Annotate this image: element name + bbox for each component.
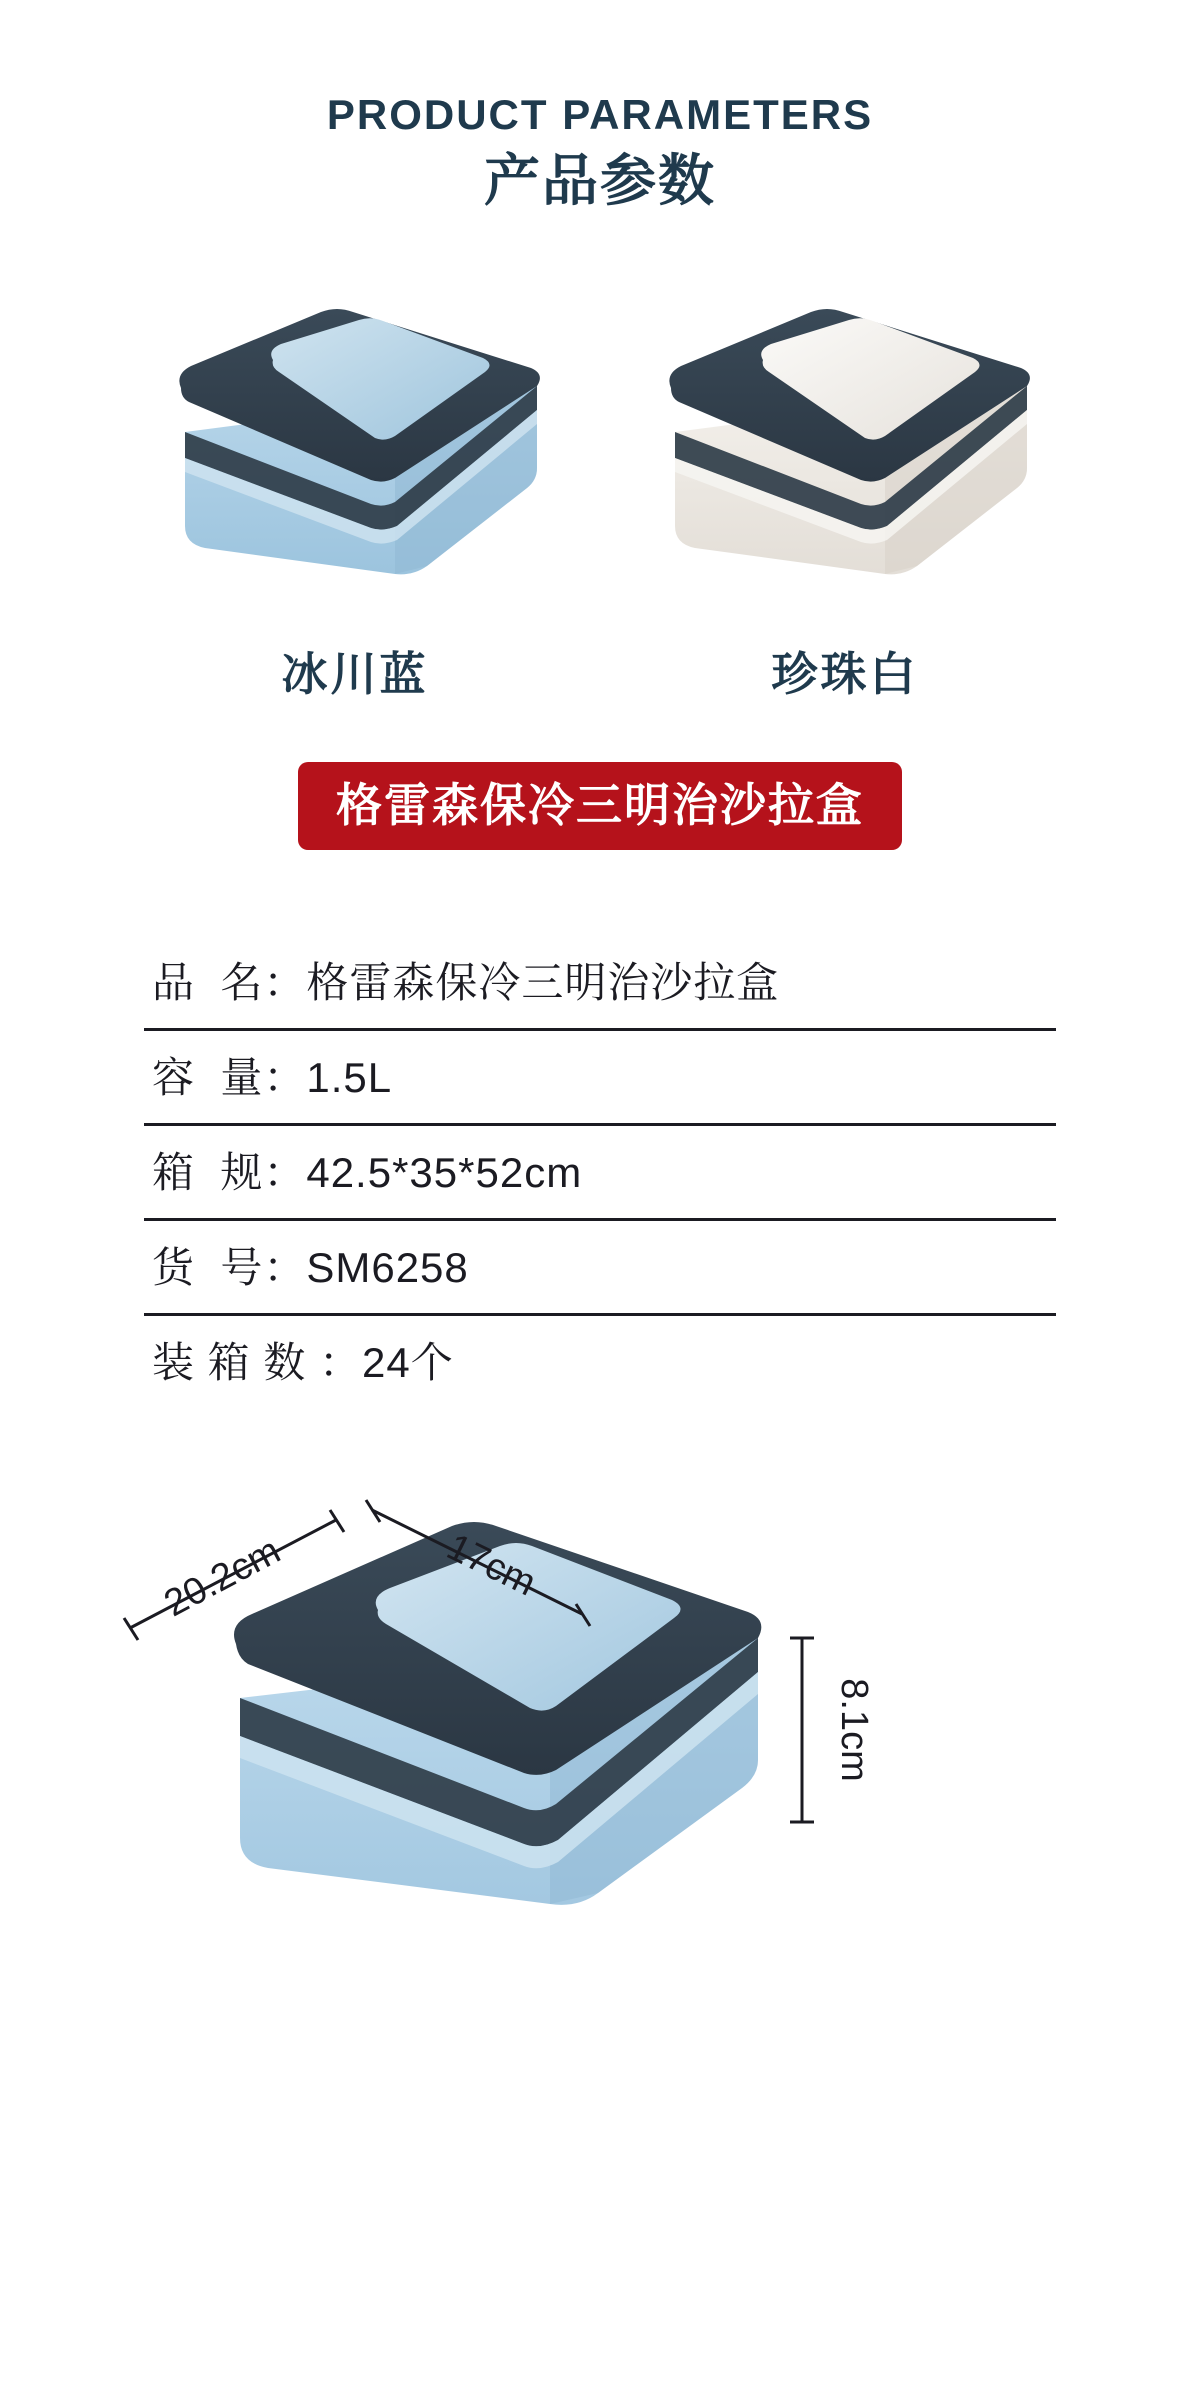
spec-value: 1.5L: [306, 1053, 393, 1101]
dimension-right-label: 8.1cm: [833, 1678, 875, 1782]
spec-row-capacity: [144, 1031, 1056, 1126]
spec-row-item-number: [144, 1221, 1056, 1316]
lunchbox-image-white: [635, 282, 1055, 612]
spec-row-carton-qty: [144, 1316, 1056, 1408]
dimension-diagram: [0, 1448, 1200, 2028]
spec-value: SM6258: [306, 1243, 469, 1291]
color-variant-glacier-blue: [140, 282, 570, 704]
color-variant-list: [0, 282, 1200, 704]
spec-value: 42.5*35*52cm: [306, 1148, 583, 1196]
product-name-banner: 格雷森保冷三明治沙拉盒: [298, 762, 902, 850]
spec-key: 容 量：: [152, 1053, 307, 1101]
lunchbox-image-blue: [145, 282, 565, 612]
page-header: [0, 0, 1200, 212]
spec-key: 箱 规：: [152, 1148, 307, 1196]
spec-key: 装 箱 数 ：: [152, 1338, 363, 1386]
color-variant-label: 冰川蓝: [281, 647, 429, 700]
spec-key: 品 名：: [152, 958, 307, 1006]
product-name-banner-wrap: [0, 762, 1200, 850]
color-variant-label: 珍珠白: [771, 647, 919, 700]
color-variant-pearl-white: [630, 282, 1060, 704]
dimension-left-label: 20.2cm: [157, 1529, 288, 1625]
dimension-top-label: 17cm: [440, 1525, 543, 1605]
spec-row-carton-size: [144, 1126, 1056, 1221]
spec-value: 24个: [362, 1338, 454, 1386]
page-title-cn: 产品参数: [484, 149, 716, 213]
page-title-en: PRODUCT PARAMETERS: [326, 91, 874, 138]
dimension-right: [790, 1638, 814, 1822]
spec-value: 格雷森保冷三明治沙拉盒: [306, 958, 780, 1006]
spec-key: 货 号：: [152, 1243, 307, 1291]
spec-table: [144, 936, 1056, 1408]
spec-row-name: [144, 936, 1056, 1031]
